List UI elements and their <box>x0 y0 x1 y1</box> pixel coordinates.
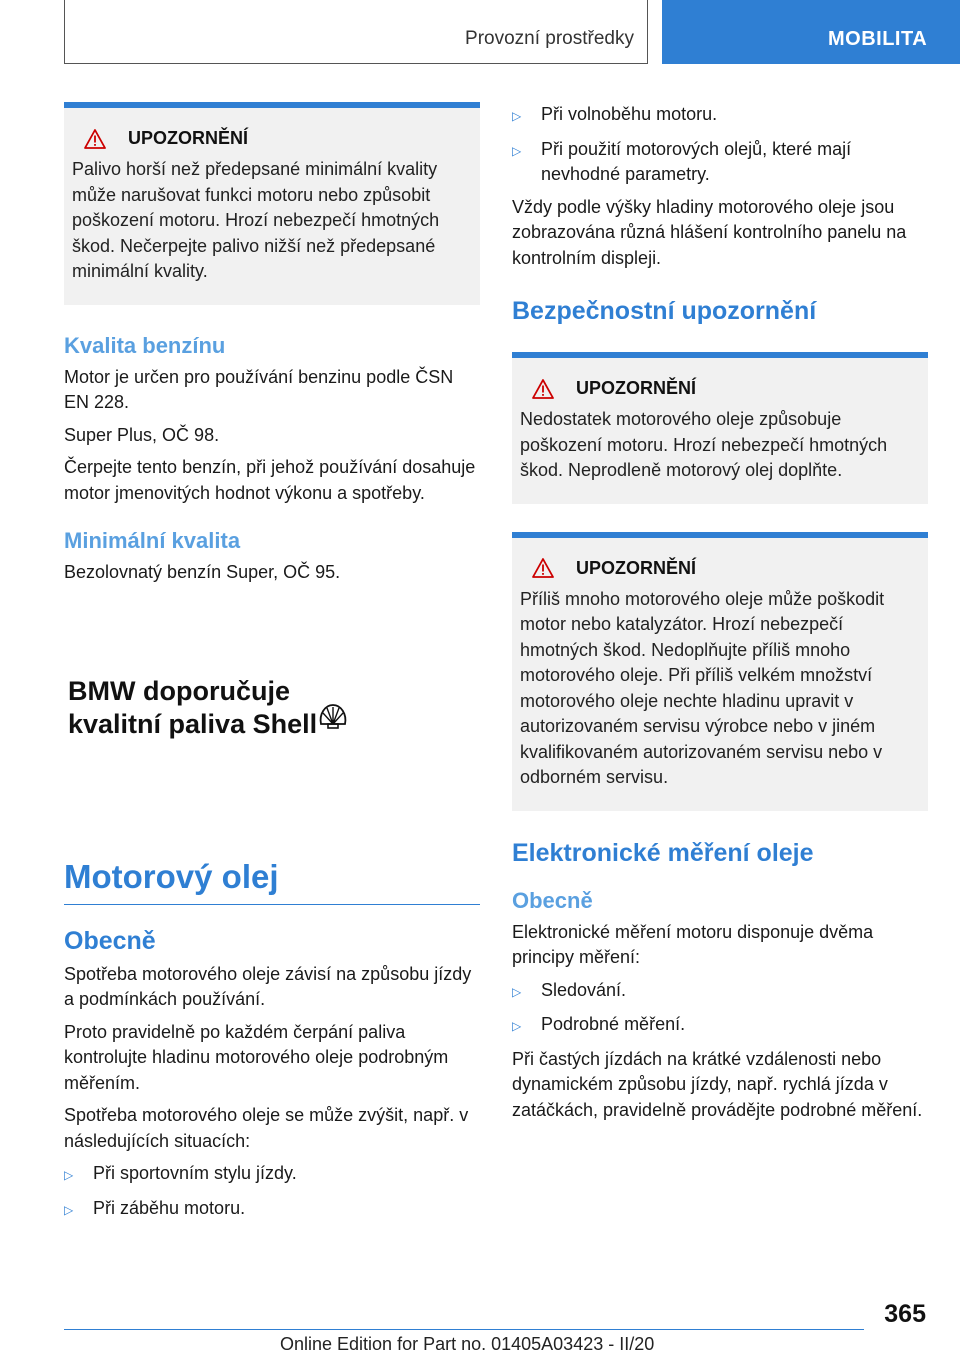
warning-box-oil-high <box>512 532 928 811</box>
heading-bezpecnostni-upozorneni: Bezpečnostní upozornění <box>512 297 817 325</box>
paragraph: Spotřeba motorového oleje závisí na způsobu jízdy a podmínkách používání. <box>64 963 472 1009</box>
list-item: ▷ Při záběhu motoru. <box>64 1196 480 1224</box>
warning-title <box>520 558 920 579</box>
warning-title <box>72 128 472 149</box>
warning-box-oil-low <box>512 352 928 504</box>
warning-triangle-icon <box>532 379 554 399</box>
page-number: 365 <box>884 1300 926 1328</box>
header-chapter-tab[interactable]: MOBILITA <box>662 0 960 64</box>
heading-minimalni-kvalita: Minimální kvalita <box>64 528 241 553</box>
warning-title-text: UPOZORNĚNÍ <box>576 378 697 398</box>
triangle-right-icon: ▷ <box>64 1202 74 1217</box>
triangle-right-icon: ▷ <box>512 109 522 123</box>
warning-box-fuel <box>64 102 480 305</box>
list-item: ▷ Sledování. <box>512 978 928 1006</box>
heading-kvalita-benzinu: Kvalita benzínu <box>64 332 226 358</box>
triangle-right-icon: ▷ <box>512 143 522 158</box>
warning-triangle-icon <box>532 558 554 578</box>
list-item: ▷ Podrobné měření. <box>512 1012 928 1040</box>
list-item: ▷ Při použití motorových olejů, které mají nevhodné parametry. <box>512 137 928 188</box>
heading-motorovy-olej: Motorový olej <box>64 858 480 905</box>
shell-advertisement <box>64 600 480 830</box>
paragraph: Spotřeba motorového oleje se může zvýšit, např. v následujících situacích: <box>64 1105 469 1151</box>
heading-obecne: Obecně <box>512 887 593 913</box>
list-item: ▷ Při sportovním stylu jízdy. <box>64 1161 480 1189</box>
paragraph: Při častých jízdách na krátké vzdálenosti nebo dynamickém způsobu jízdy, např. rychlá jízda v zatáčkách, pravidelně provádějte podrobné měření. <box>512 1048 923 1120</box>
left-column <box>64 102 480 1230</box>
triangle-right-icon: ▷ <box>512 984 522 999</box>
right-column <box>512 102 928 1130</box>
paragraph: Elektronické měření motoru disponuje dvěma principy měření: <box>512 921 874 967</box>
triangle-right-icon: ▷ <box>64 1168 74 1182</box>
paragraph: Vždy podle výšky hladiny motorového oleje jsou zobrazována různá hlášení kontrolního panelu na kontrolním displeji. <box>512 196 907 268</box>
shell-ad-text: BMW doporučuje kvalitní paliva Shell <box>68 675 318 739</box>
warning-text: Nedostatek motorového oleje způsobuje poškození motoru. Hrozí nebezpečí hmotných škod. Neprodleně motorový olej doplňte. <box>520 409 888 480</box>
warning-title-text: UPOZORNĚNÍ <box>576 557 697 578</box>
header-section-title: Provozní prostředky <box>465 28 634 49</box>
paragraph: Motor je určen pro používání benzinu podle ČSN EN 228. <box>64 366 454 412</box>
warning-text: Příliš mnoho motorového oleje může poškodit motor nebo katalyzátor. Hrozí nebezpečí hmotných škod. Nedoplňujte příliš mnoho motorového oleje. Při příliš velkém množství motorového oleje nechte hladinu upravit v autorizovaném servisu výrobce nebo v jiném kvalifikovaném autorizovaném servisu nebo v odborném servisu. <box>520 588 885 787</box>
shell-logo-icon <box>318 702 348 730</box>
triangle-right-icon: ▷ <box>512 1019 522 1033</box>
paragraph: Super Plus, OČ 98. <box>64 424 220 445</box>
paragraph: Bezolovnatý benzín Super, OČ 95. <box>64 562 341 582</box>
warning-title <box>520 378 920 399</box>
footer-edition-text: Online Edition for Part no. 01405A03423 - II/20 <box>280 1334 655 1354</box>
list-item: ▷ Při volnoběhu motoru. <box>512 102 928 130</box>
paragraph: Čerpejte tento benzín, při jehož používání dosahuje motor jmenovitých hodnot výkonu a spotřeby. <box>64 457 476 503</box>
warning-triangle-icon <box>84 129 106 149</box>
warning-text: Palivo horší než předepsané minimální kvality může narušovat funkci motoru nebo způsobit poškození motoru. Hrozí nebezpečí hmotných škod. Nečerpejte palivo nižší než předepsané minimální kvality. <box>72 159 440 281</box>
heading-elektronicke-mereni-oleje: Elektronické měření oleje <box>512 838 814 867</box>
paragraph: Proto pravidelně po každém čerpání paliva kontrolujte hladinu motorového oleje podrobným měřením. <box>64 1021 449 1093</box>
footer-divider <box>64 1329 864 1330</box>
warning-title-text: UPOZORNĚNÍ <box>128 128 249 148</box>
heading-obecne: Obecně <box>64 926 156 955</box>
